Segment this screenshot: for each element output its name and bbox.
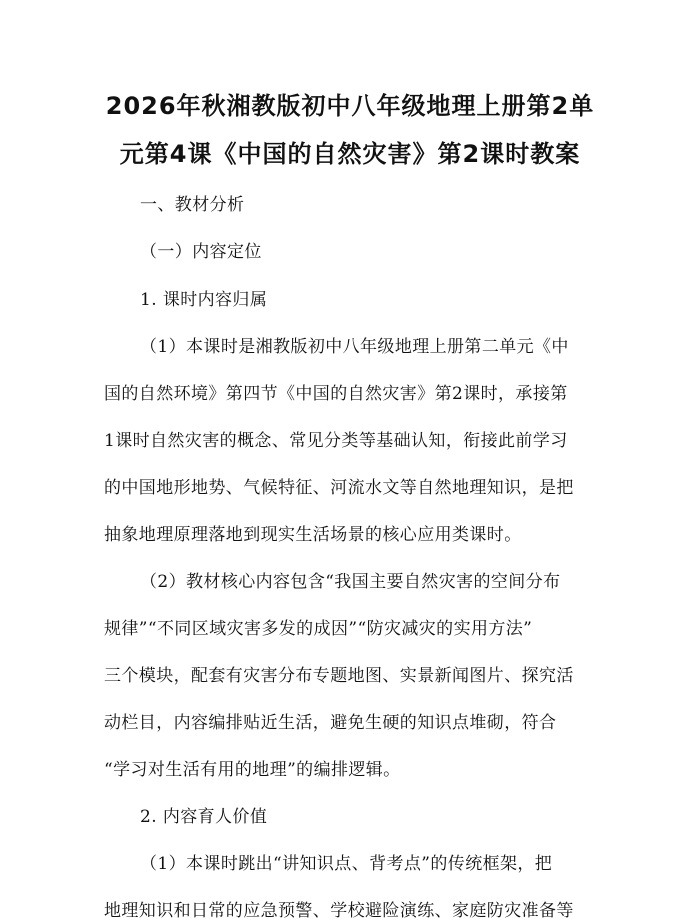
subsection-heading: （一）内容定位 xyxy=(140,242,262,262)
section-heading: 一、教材分析 xyxy=(140,195,245,215)
paragraph-line: 规律”“不同区域灾害多发的成因”“防灾减灾的实用方法” xyxy=(104,619,533,639)
paragraph-line: （1）本课时是湘教版初中八年级地理上册第二单元《中 xyxy=(140,337,569,357)
paragraph-line: 三个模块，配套有灾害分布专题地图、实景新闻图片、探究活 xyxy=(104,666,574,686)
paragraph-line: 抽象地理原理落地到现实生活场景的核心应用类课时。 xyxy=(104,525,522,545)
paragraph-line: 动栏目，内容编排贴近生活，避免生硬的知识点堆砌，符合 xyxy=(104,713,557,733)
document-title-line-2: 元第4课《中国的自然灾害》第2课时教案 xyxy=(119,140,581,168)
document-title-line-1: 2026年秋湘教版初中八年级地理上册第2单 xyxy=(105,92,595,120)
paragraph-line: 1课时自然灾害的概念、常见分类等基础认知，衔接此前学习 xyxy=(104,431,568,451)
paragraph-line: 国的自然环境》第四节《中国的自然灾害》第2课时，承接第 xyxy=(104,384,568,404)
item-heading: 1. 课时内容归属 xyxy=(140,290,268,310)
item-heading: 2. 内容育人价值 xyxy=(140,807,268,827)
paragraph-line: 的中国地形地势、气候特征、河流水文等自然地理知识，是把 xyxy=(104,478,574,498)
paragraph-line: （2）教材核心内容包含“我国主要自然灾害的空间分布 xyxy=(140,572,561,592)
paragraph-line: “学习对生活有用的地理”的编排逻辑。 xyxy=(104,760,401,780)
paragraph-line: 地理知识和日常的应急预警、学校避险演练、家庭防灾准备等 xyxy=(104,901,574,921)
paragraph-line: （1）本课时跳出“讲知识点、背考点”的传统框架，把 xyxy=(140,854,553,874)
